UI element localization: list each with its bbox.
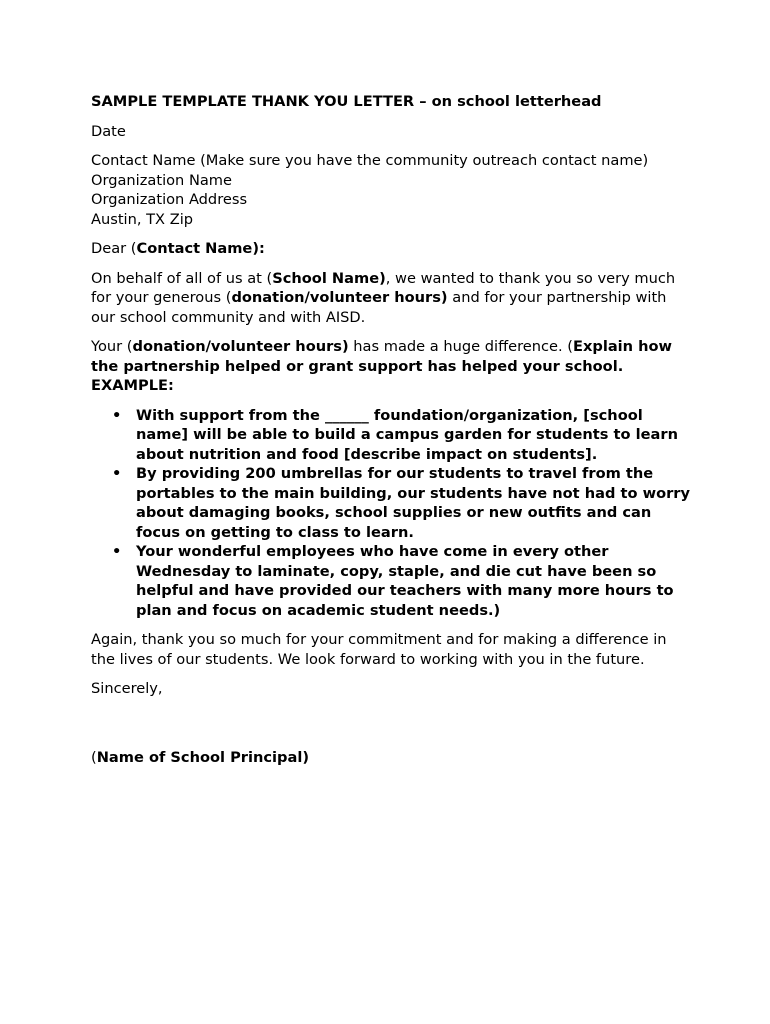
- city-state-zip: Austin, TX Zip: [91, 210, 194, 228]
- paragraph-impact: Your (donation/volunteer hours) has made a huge difference. (Explain how the partnership helped or grant support has helped your school. EXAMPLE:: [91, 338, 673, 394]
- closing-paragraph: Again, thank you so much for your commitment and for making a difference in the lives of our students. We look forward to working with you in the future.: [91, 631, 667, 668]
- donation-placeholder: donation/volunteer hours): [231, 289, 448, 306]
- list-item: • Your wonderful employees who have come in every other Wednesday to laminate, copy, staple, and die cut have been so helpful and have provided our teachers with many more hours to plan and focus on academic student needs.): [112, 543, 674, 619]
- organization-name: Organization Name: [91, 171, 232, 189]
- bullet-icon: •: [112, 406, 122, 424]
- date-line: Date: [91, 122, 126, 140]
- sign-off: Sincerely,: [91, 680, 163, 697]
- organization-address: Organization Address: [91, 191, 248, 208]
- contact-block: [91, 151, 691, 229]
- donation-placeholder: donation/volunteer hours): [132, 338, 349, 355]
- letter-title: SAMPLE TEMPLATE THANK YOU LETTER – on school letterhead: [91, 93, 602, 110]
- explain-instruction: Explain how the partnership helped or grant support has helped your school. EXAMPLE:: [91, 338, 673, 394]
- letter-page: [91, 92, 691, 777]
- list-item: • By providing 200 umbrellas for our students to travel from the portables to the main building, our students have not had to worry about damaging books, school supplies or new outfits and can focus on getting to class to learn.: [112, 465, 690, 541]
- school-name-placeholder: School Name): [272, 269, 386, 287]
- signature-space: [91, 709, 691, 748]
- salutation: Dear (Contact Name):: [91, 240, 265, 257]
- example-list: [91, 406, 691, 621]
- bullet-icon: •: [112, 543, 122, 560]
- bullet-icon: •: [112, 465, 122, 482]
- list-item: • With support from the ______ foundation/organization, [school name] will be able to build a campus garden for students to learn about nutrition and food [describe impact on students].: [112, 406, 678, 463]
- signature-line: (Name of School Principal): [91, 748, 309, 766]
- paragraph-thanks: On behalf of all of us at (School Name), we wanted to thank you so very much for your generous (donation/volunteer hours) and for your partnership with our school community and with AISD.: [91, 269, 676, 326]
- contact-name: Contact Name (Make sure you have the community outreach contact name): [91, 152, 649, 169]
- salutation-contact-name: Contact Name):: [136, 240, 265, 257]
- principal-name-placeholder: Name of School Principal): [96, 748, 309, 766]
